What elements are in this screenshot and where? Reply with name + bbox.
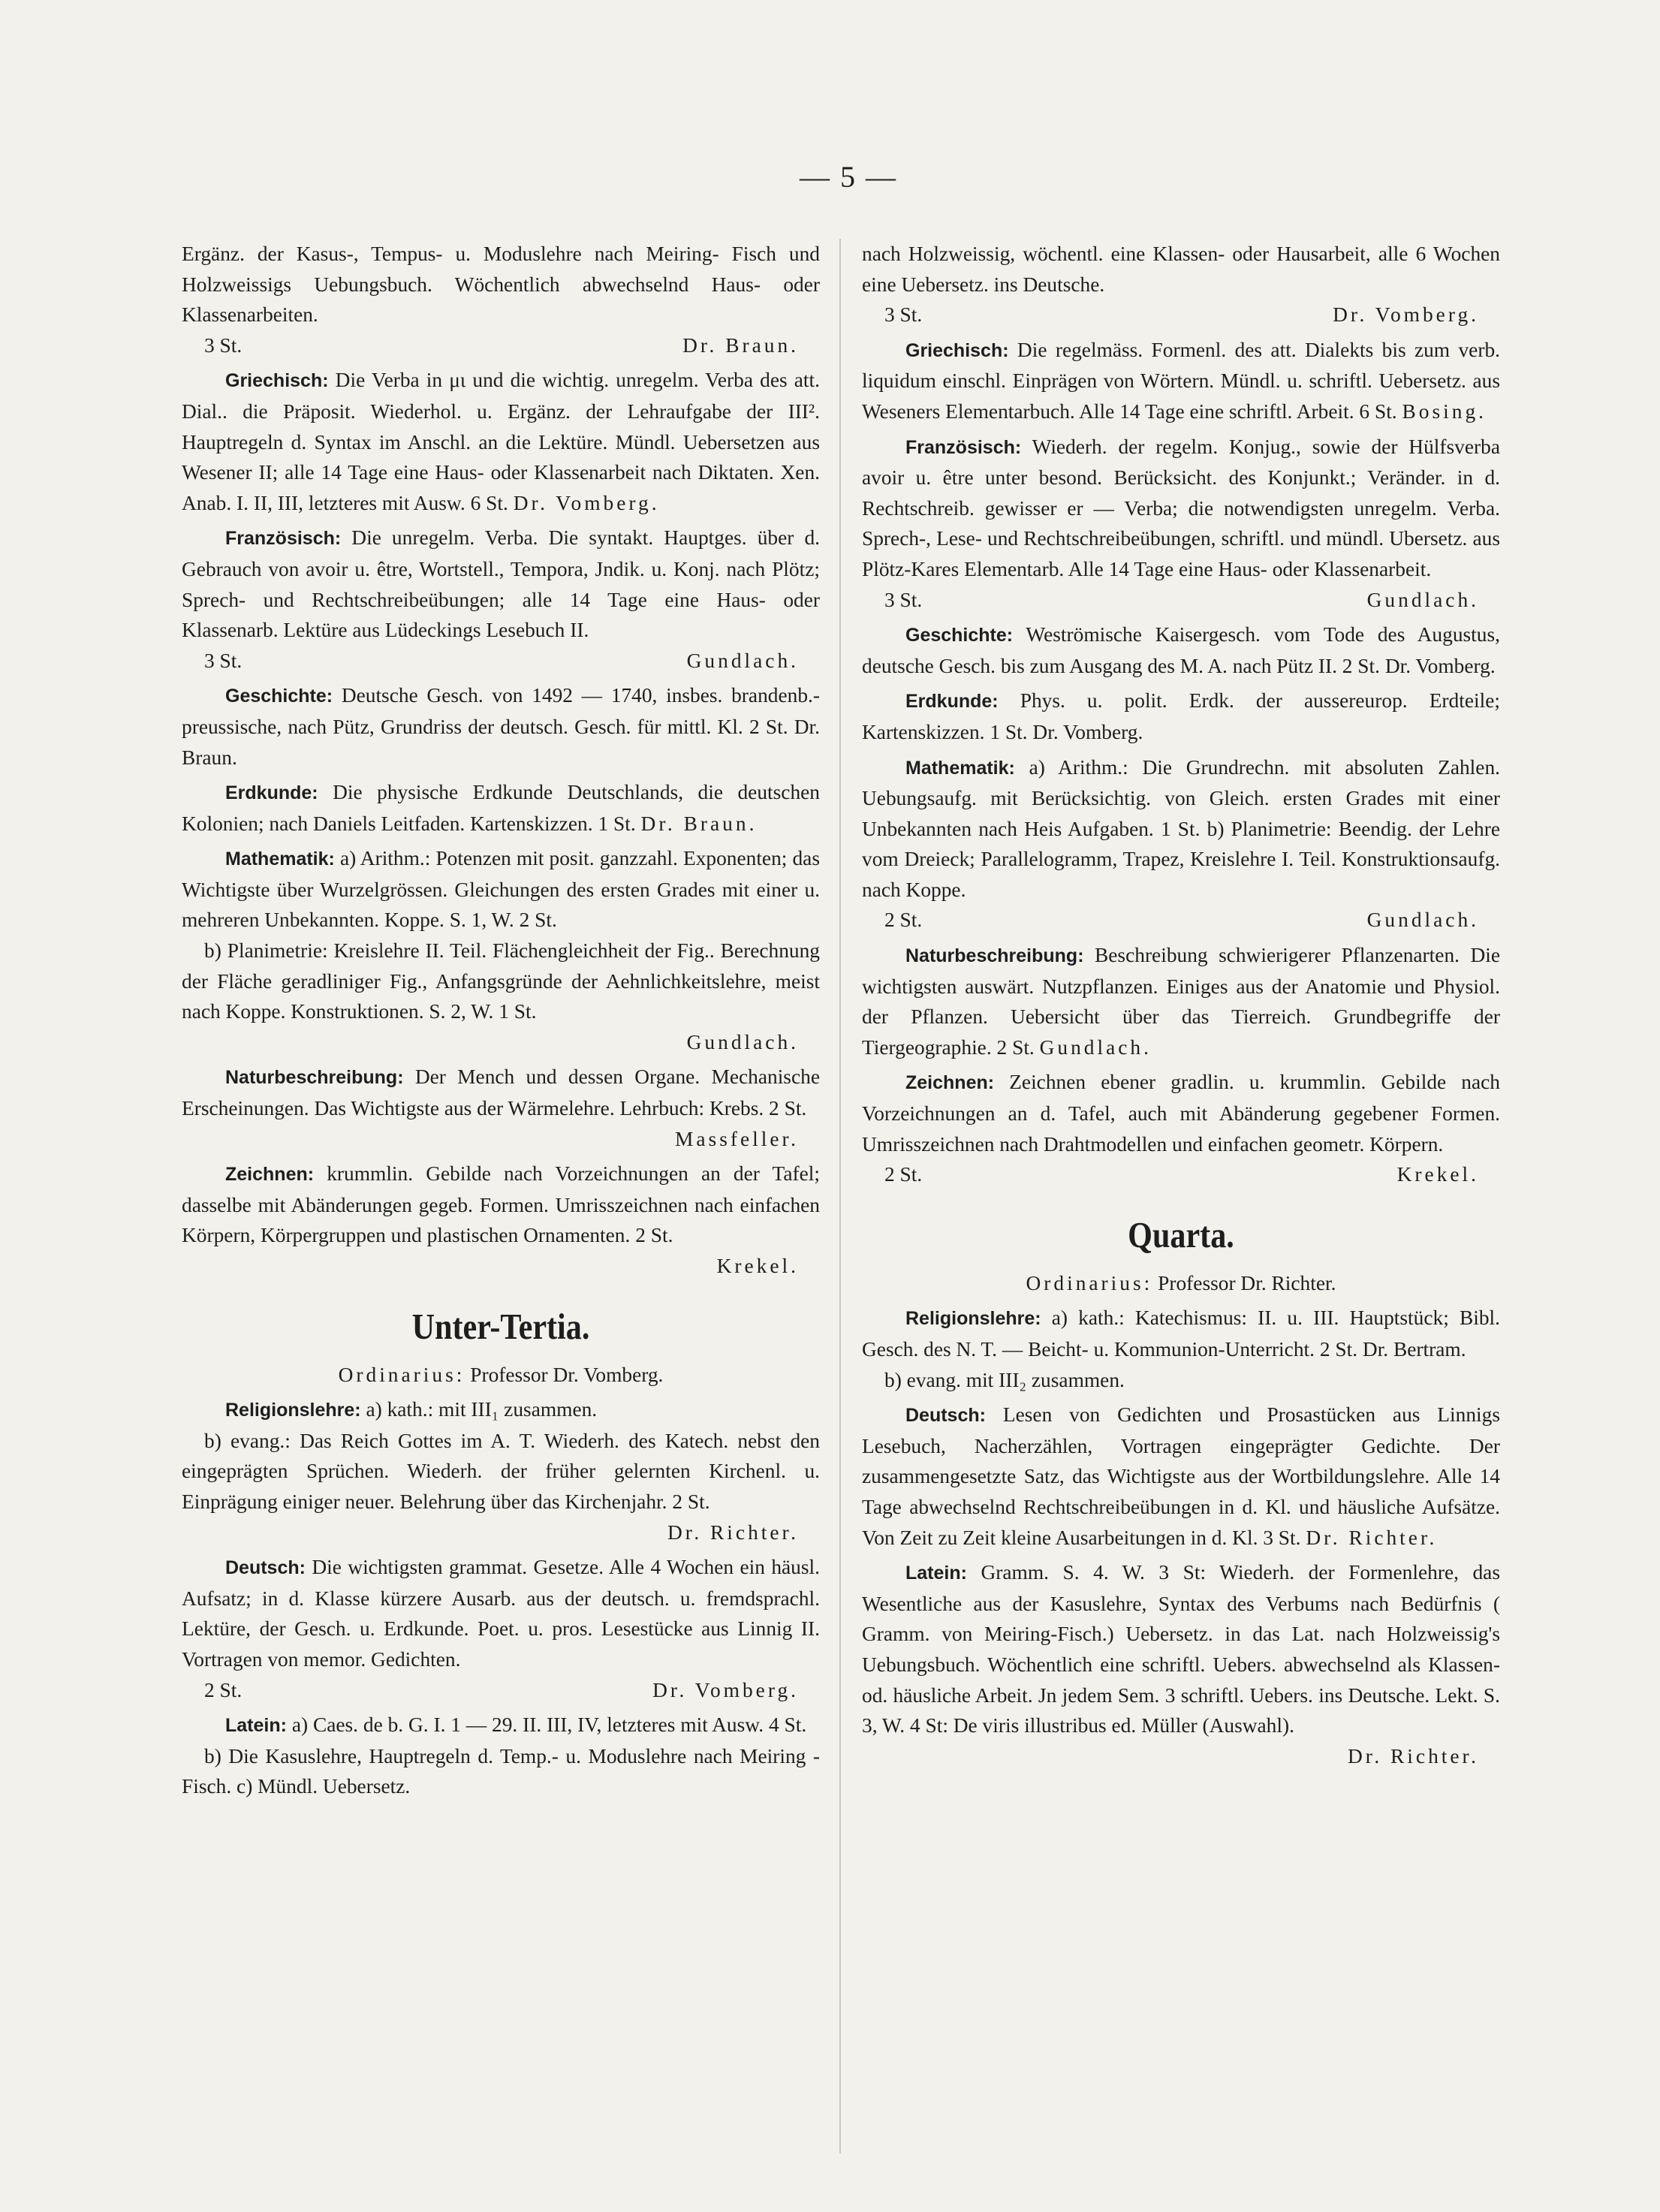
section-griechisch xyxy=(862,335,1500,427)
paragraph-latin-continued xyxy=(182,239,820,330)
teacher: Dr. Vomberg. xyxy=(1333,303,1479,327)
teacher: Bosing. xyxy=(1402,399,1487,423)
ordinarius-label: Ordinarius: xyxy=(1026,1271,1153,1294)
section-geschichte xyxy=(862,619,1500,681)
religionslehre-part-b xyxy=(182,1426,820,1517)
hours: 2 St. xyxy=(884,1163,923,1186)
section-zeichnen xyxy=(862,1067,1500,1159)
subject-label: Religionslehre: xyxy=(225,1400,361,1421)
text: Zeichnen ebener gradlin. u. krummlin. Gebilde nach Vorzeichnungen an d. Tafel, auch mit Abänderung gegebener Formen. Umrisszeichnen nach Drahtmodellen und einfachen geometr. Körpern. xyxy=(862,1071,1500,1156)
teacher: Gundlach. xyxy=(686,1030,799,1053)
subject-label: Französisch: xyxy=(225,528,342,550)
section-deutsch xyxy=(862,1400,1500,1553)
text: a) Arithm.: Die Grundrechn. mit absoluten Zahlen. Uebungsaufg. mit Berücksichtig. von Gleich. ersten Grades mit einer Unbekannten nach Heis Aufgaben. 1 St. b) Planimetrie: Beendig. der Lehre vom Dreieck; Parallelogramm, Trapez, Kreislehre I. Teil. Konstruktionsaufg. nach Koppe. xyxy=(862,755,1500,901)
ordinarius-line xyxy=(862,1268,1500,1299)
text: Lesen von Gedichten und Prosastücken aus Linnigs Lesebuch, Nacherzählen, Vortragen eingeprägter Gedichte. Der zusammengesetzte Satz, das Wichtigste aus der Wortbildungslehre. Alle 14 Tage abwechselnd Rechtschreibeübungen in d. Kl. und häusliche Aufsätze. Von Zeit zu Zeit kleine Ausarbeitungen in d. Kl. 3 St. xyxy=(862,1403,1500,1549)
teacher-line xyxy=(182,1124,820,1155)
hours: 2 St. xyxy=(204,1678,243,1701)
text: Der Mench und dessen Organe. Mechanische Erscheinungen. Das Wichtigste aus der Wärmelehre. Lehrbuch: Krebs. 2 St. xyxy=(182,1065,820,1120)
text: a) kath.: mit III₁ zusammen. xyxy=(366,1398,598,1421)
subject-label: Zeichnen: xyxy=(225,1164,315,1186)
section-deutsch xyxy=(182,1552,820,1674)
teacher: Dr. Braun. xyxy=(682,333,799,357)
text: Phys. u. polit. Erdk. der aussereurop. Erdteile; Kartenskizzen. 1 St. Dr. Vomberg. xyxy=(862,689,1500,743)
subject-label: Naturbeschreibung: xyxy=(225,1067,404,1089)
subject-label: Erdkunde: xyxy=(225,782,318,804)
section-religionslehre xyxy=(862,1303,1500,1364)
page-number: — 5 — xyxy=(800,160,897,194)
subject-label: Deutsch: xyxy=(225,1557,306,1579)
teacher: Gundlach. xyxy=(1039,1035,1152,1059)
teacher: Dr. Richter. xyxy=(1306,1526,1438,1549)
section-geschichte xyxy=(182,680,820,773)
teacher: Dr. Richter. xyxy=(667,1520,799,1544)
teacher: Massfeller. xyxy=(675,1127,799,1150)
teacher: Gundlach. xyxy=(1366,909,1479,932)
subject-label: Zeichnen: xyxy=(905,1072,995,1094)
subject-label: Mathematik: xyxy=(225,848,335,870)
text: Die wichtigsten grammat. Gesetze. Alle 4 Wochen ein häusl. Aufsatz; in d. Klasse kürzere Ausarb. aus der deutsch. u. fremdsprachl. Lektüre, der Gesch. u. Erdkunde. Poet. u. pros. Lesestücke aus Linnig II. Vortragen von memor. Gedichten. xyxy=(182,1556,820,1671)
hours-teacher-line xyxy=(182,330,820,361)
text: Die Verba in μι und die wichtig. unregelm. Verba des att. Dial.. die Präposit. Wiederhol. u. Ergänz. der Lehraufgabe der III². Hauptregeln d. Syntax im Anschl. an die Lektüre. Mündl. Uebersetzen aus Wesener II; alle 14 Tage eine Haus- oder Klassenarbeit nach Diktaten. Xen. Anab. I. II, III, letzteres mit Ausw. 6 St. xyxy=(182,369,820,514)
text: a) Arithm.: Potenzen mit posit. ganzzahl. Exponenten; das Wichtigste über Wurzelgrössen. Gleichungen des ersten Grades mit einer u. mehreren Unbekannten. Koppe. S. 1, W. 2 St. xyxy=(182,847,820,932)
teacher: Krekel. xyxy=(1396,1163,1479,1186)
section-erdkunde xyxy=(862,686,1500,747)
teacher-line xyxy=(182,1517,820,1548)
subject-label: Naturbeschreibung: xyxy=(905,945,1084,967)
teacher: Dr. Vomberg. xyxy=(513,491,660,514)
religionslehre-part-b xyxy=(862,1365,1500,1396)
text: Wiederh. der regelm. Konjug., sowie der Hülfsverba avoir u. être unter besond. Berücksicht. des Konjunkt.; Veränder. in d. Rechtschreib. gewisser er — Verba; die notwendigsten unregelm. Verba. Sprech-, Lese- und Rechtschreibeübungen, schriftl. und mündl. Ubersetz. aus Plötz-Kares Elementarb. Alle 14 Tage eine Haus- oder Klassenarbeit. xyxy=(862,435,1500,580)
teacher: Gundlach. xyxy=(1366,588,1479,611)
section-latein xyxy=(182,1710,820,1741)
subject-label: Geschichte: xyxy=(905,625,1014,646)
text: b) Die Kasuslehre, Hauptregeln d. Temp.- u. Moduslehre nach Meiring - Fisch. c) Mündl. Uebersetz. xyxy=(182,1744,820,1798)
teacher-line xyxy=(182,1027,820,1058)
class-heading-unter-tertia: Unter-Tertia. xyxy=(411,1305,590,1347)
column-divider xyxy=(839,239,841,2153)
subject-label: Deutsch: xyxy=(905,1405,986,1427)
left-column xyxy=(182,239,820,1802)
hours-teacher-line xyxy=(182,646,820,677)
text: Weströmische Kaisergesch. vom Tode des Augustus, deutsche Gesch. bis zum Ausgang des M. A. nach Pütz II. 2 St. Dr. Vomberg. xyxy=(862,623,1500,677)
section-latein xyxy=(862,1557,1500,1741)
section-naturbeschreibung xyxy=(862,940,1500,1062)
hours: 3 St. xyxy=(204,333,243,357)
mathematik-part-b xyxy=(182,936,820,1027)
text: Die unregelm. Verba. Die syntakt. Hauptges. über d. Gebrauch von avoir u. être, Wortstell., Tempora, Jndik. u. Konj. nach Plötz; Sprech- und Rechtschreibeübungen; alle 14 Tage eine Haus- oder Klassenarb. Lektüre aus Lüdeckings Lesebuch II. xyxy=(182,526,820,642)
text: b) Planimetrie: Kreislehre II. Teil. Flächengleichheit der Fig.. Berechnung der Fläche geradliniger Fig., Anfangsgründe der Aehnlichkeitslehre, meist nach Koppe. Konstruktionen. S. 2, W. 1 St. xyxy=(182,939,820,1023)
teacher: Gundlach. xyxy=(686,649,799,672)
text: a) kath.: Katechismus: II. u. III. Hauptstück; Bibl. Gesch. des N. T. — Beicht- u. Kommunion-Unterricht. 2 St. Dr. Bertram. xyxy=(862,1306,1500,1361)
text: Deutsche Gesch. von 1492 — 1740, insbes. brandenb.- preussische, nach Pütz, Grundriss der deutsch. Gesch. für mittl. Kl. 2 St. Dr. Braun. xyxy=(182,684,820,769)
text: Beschreibung schwierigerer Pflanzenarten. Die wichtigsten auswärt. Nutzpflanzen. Einiges aus der Anatomie und Physiol. der Pflanzen. Uebersicht über das Tierreich. Grundbegriffe der Tiergeographie. 2 St. xyxy=(862,944,1500,1059)
paragraph-latin-continued xyxy=(862,239,1500,300)
section-naturbeschreibung xyxy=(182,1062,820,1123)
hours: 3 St. xyxy=(884,303,923,327)
section-erdkunde xyxy=(182,777,820,839)
section-griechisch xyxy=(182,365,820,518)
ordinarius-line xyxy=(182,1360,820,1391)
text: Die regelmäss. Formenl. des att. Dialekts bis zum verb. liquidum einschl. Einprägen von Wörtern. Mündl. u. schriftl. Uebersetz. aus Weseners Elementarbuch. Alle 14 Tage eine schriftl. Arbeit. 6 St. xyxy=(862,338,1500,423)
section-religionslehre xyxy=(182,1394,820,1426)
hours: 2 St. xyxy=(884,909,923,932)
subject-label: Geschichte: xyxy=(225,686,333,707)
hours-teacher-line xyxy=(862,1159,1500,1190)
hours: 3 St. xyxy=(204,649,243,672)
subject-label: Latein: xyxy=(905,1563,967,1584)
text: a) Caes. de b. G. I. 1 — 29. II. III, IV, letzteres mit Ausw. 4 St. xyxy=(291,1713,807,1737)
text: Gramm. S. 4. W. 3 St: Wiederh. der Formenlehre, das Wesentliche aus der Kasuslehre, Syntax des Verbums nach Bedürfnis ( Gramm. von Meiring-Fisch.) Uebersetz. in das Lat. nach Holzweissig's Uebungsbuch. Wöchentlich eine schriftl. Uebers. abwechselnd als Klassen- od. häusliche Arbeit. Jn jedem Sem. 3 schriftl. Uebers. ins Deutsche. Lekt. S. 3, W. 4 St: De viris illustribus ed. Müller (Auswahl). xyxy=(862,1561,1500,1737)
subject-label: Griechisch: xyxy=(905,339,1009,361)
class-heading-quarta: Quarta. xyxy=(1128,1213,1234,1255)
teacher-line xyxy=(182,1251,820,1282)
subject-label: Mathematik: xyxy=(905,757,1015,779)
subject-label: Latein: xyxy=(225,1715,287,1737)
subject-label: Französisch: xyxy=(905,436,1022,458)
right-column xyxy=(862,239,1500,1771)
hours-teacher-line xyxy=(862,585,1500,616)
section-mathematik xyxy=(182,843,820,936)
ordinarius-label: Ordinarius: xyxy=(338,1363,465,1386)
text: b) evang.: Das Reich Gottes im A. T. Wiederh. des Katech. nebst den eingeprägten Sprüchen. Wiederh. der früher gelernten Kirchenl. u. Einprägung einiger neuer. Belehrung über das Kirchenjahr. 2 St. xyxy=(182,1429,820,1513)
section-franzoesisch xyxy=(182,523,820,645)
subject-label: Griechisch: xyxy=(225,370,329,392)
ordinarius-name: Professor Dr. Vomberg. xyxy=(470,1363,664,1386)
teacher: Dr. Braun. xyxy=(640,812,758,835)
text: Die physische Erdkunde Deutschlands, die deutschen Kolonien; nach Daniels Leitfaden. Kartenskizzen. 1 St. xyxy=(182,781,820,835)
teacher: Dr. Richter. xyxy=(1347,1744,1479,1767)
subject-label: Religionslehre: xyxy=(905,1308,1041,1330)
text: b) evang. mit III₂ zusammen. xyxy=(884,1368,1125,1391)
teacher-line xyxy=(862,1741,1500,1772)
hours: 3 St. xyxy=(884,588,923,611)
section-zeichnen xyxy=(182,1159,820,1251)
hours-teacher-line xyxy=(182,1675,820,1706)
text: Ergänz. der Kasus-, Tempus- u. Moduslehre nach Meiring- Fisch und Holzweissigs Uebungsbuch. Wöchentlich abwechselnd Haus- oder Klassenarbeiten. xyxy=(182,243,820,327)
ordinarius-name: Professor Dr. Richter. xyxy=(1158,1271,1336,1294)
teacher: Dr. Vomberg. xyxy=(652,1678,799,1701)
text: krummlin. Gebilde nach Vorzeichnungen an der Tafel; dasselbe mit Abänderungen gegeb. Formen. Umrisszeichnen nach einfachen Körpern, Körpergruppen und plastischen Ornamenten. 2 St. xyxy=(182,1162,820,1247)
subject-label: Erdkunde: xyxy=(905,691,999,713)
hours-teacher-line xyxy=(862,300,1500,330)
latein-part-b xyxy=(182,1741,820,1802)
text: nach Holzweissig, wöchentl. eine Klassen- oder Hausarbeit, alle 6 Wochen eine Uebersetz. ins Deutsche. xyxy=(862,243,1500,296)
section-mathematik xyxy=(862,752,1500,906)
section-franzoesisch xyxy=(862,432,1500,585)
hours-teacher-line xyxy=(862,905,1500,936)
teacher: Krekel. xyxy=(716,1255,799,1277)
